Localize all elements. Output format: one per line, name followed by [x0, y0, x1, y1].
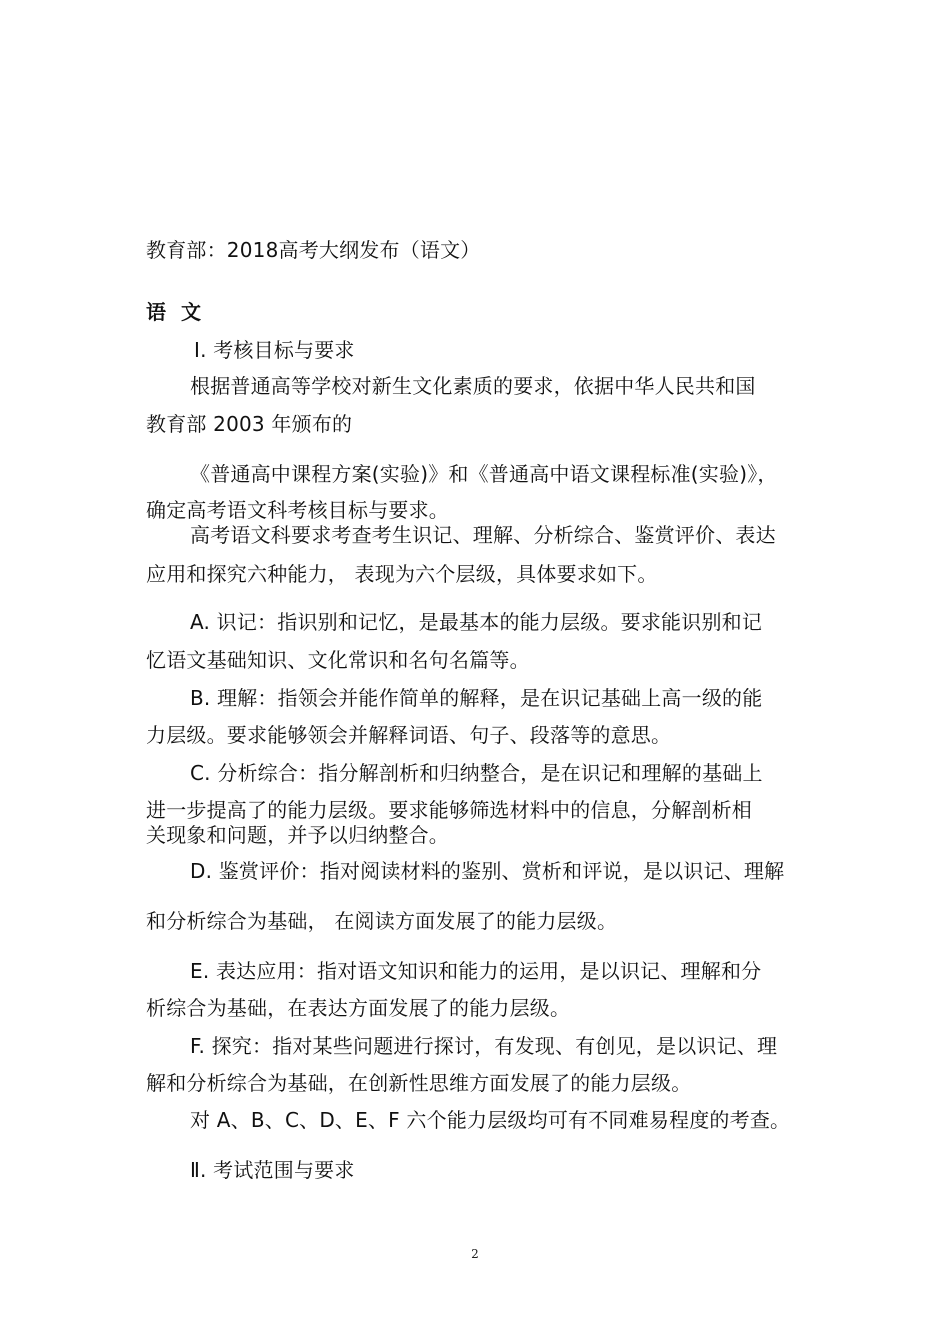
paragraph-line: 和分析综合为基础， 在阅读方面发展了的能力层级。: [146, 909, 618, 933]
paragraph-line: C. 分析综合：指分解剖析和归纳整合，是在识记和理解的基础上: [190, 761, 763, 785]
paragraph-line: 教育部 2003 年颁布的: [146, 412, 353, 436]
paragraph-line: D. 鉴赏评价：指对阅读材料的鉴别、赏析和评说，是以识记、理解: [190, 859, 785, 883]
paragraph-line: 力层级。要求能够领会并解释词语、句子、段落等的意思。: [146, 723, 672, 747]
paragraph-line: 《普通高中课程方案(实验)》和《普通高中语文课程标准(实验)》，: [190, 462, 778, 486]
paragraph-line: 高考语文科要求考查考生识记、理解、分析综合、鉴赏评价、表达: [190, 523, 776, 547]
paragraph-line: 根据普通高等学校对新生文化素质的要求，依据中华人民共和国: [190, 374, 756, 398]
paragraph-line: A. 识记：指识别和记忆，是最基本的能力层级。要求能识别和记: [190, 610, 763, 634]
paragraph-line: 对 A、B、C、D、E、F 六个能力层级均可有不同难易程度的考查。: [190, 1108, 791, 1132]
page-number: 2: [471, 1247, 479, 1261]
paragraph-line: 忆语文基础知识、文化常识和名句名篇等。: [146, 648, 530, 672]
paragraph-line: B. 理解：指领会并能作简单的解释，是在识记基础上高一级的能: [190, 686, 763, 710]
paragraph-line: 关现象和问题，并予以归纳整合。: [146, 823, 449, 847]
paragraph-line: F. 探究：指对某些问题进行探讨，有发现、有创见，是以识记、理: [190, 1034, 778, 1058]
paragraph-line: 解和分析综合为基础，在创新性思维方面发展了的能力层级。: [146, 1071, 692, 1095]
paragraph-line: E. 表达应用：指对语文知识和能力的运用，是以识记、理解和分: [190, 959, 762, 983]
paragraph-line: 确定高考语文科考核目标与要求。: [146, 498, 449, 522]
heading-1: Ⅰ. 考核目标与要求: [194, 338, 355, 362]
section-title: 语 文: [146, 300, 205, 324]
paragraph-line: 进一步提高了的能力层级。要求能够筛选材料中的信息，分解剖析相: [146, 798, 752, 822]
document-title: 教育部：2018高考大纲发布（语文）: [146, 238, 481, 262]
paragraph-line: 析综合为基础，在表达方面发展了的能力层级。: [146, 996, 571, 1020]
paragraph-line: 应用和探究六种能力， 表现为六个层级，具体要求如下。: [146, 562, 658, 586]
heading-2: Ⅱ. 考试范围与要求: [190, 1158, 355, 1182]
